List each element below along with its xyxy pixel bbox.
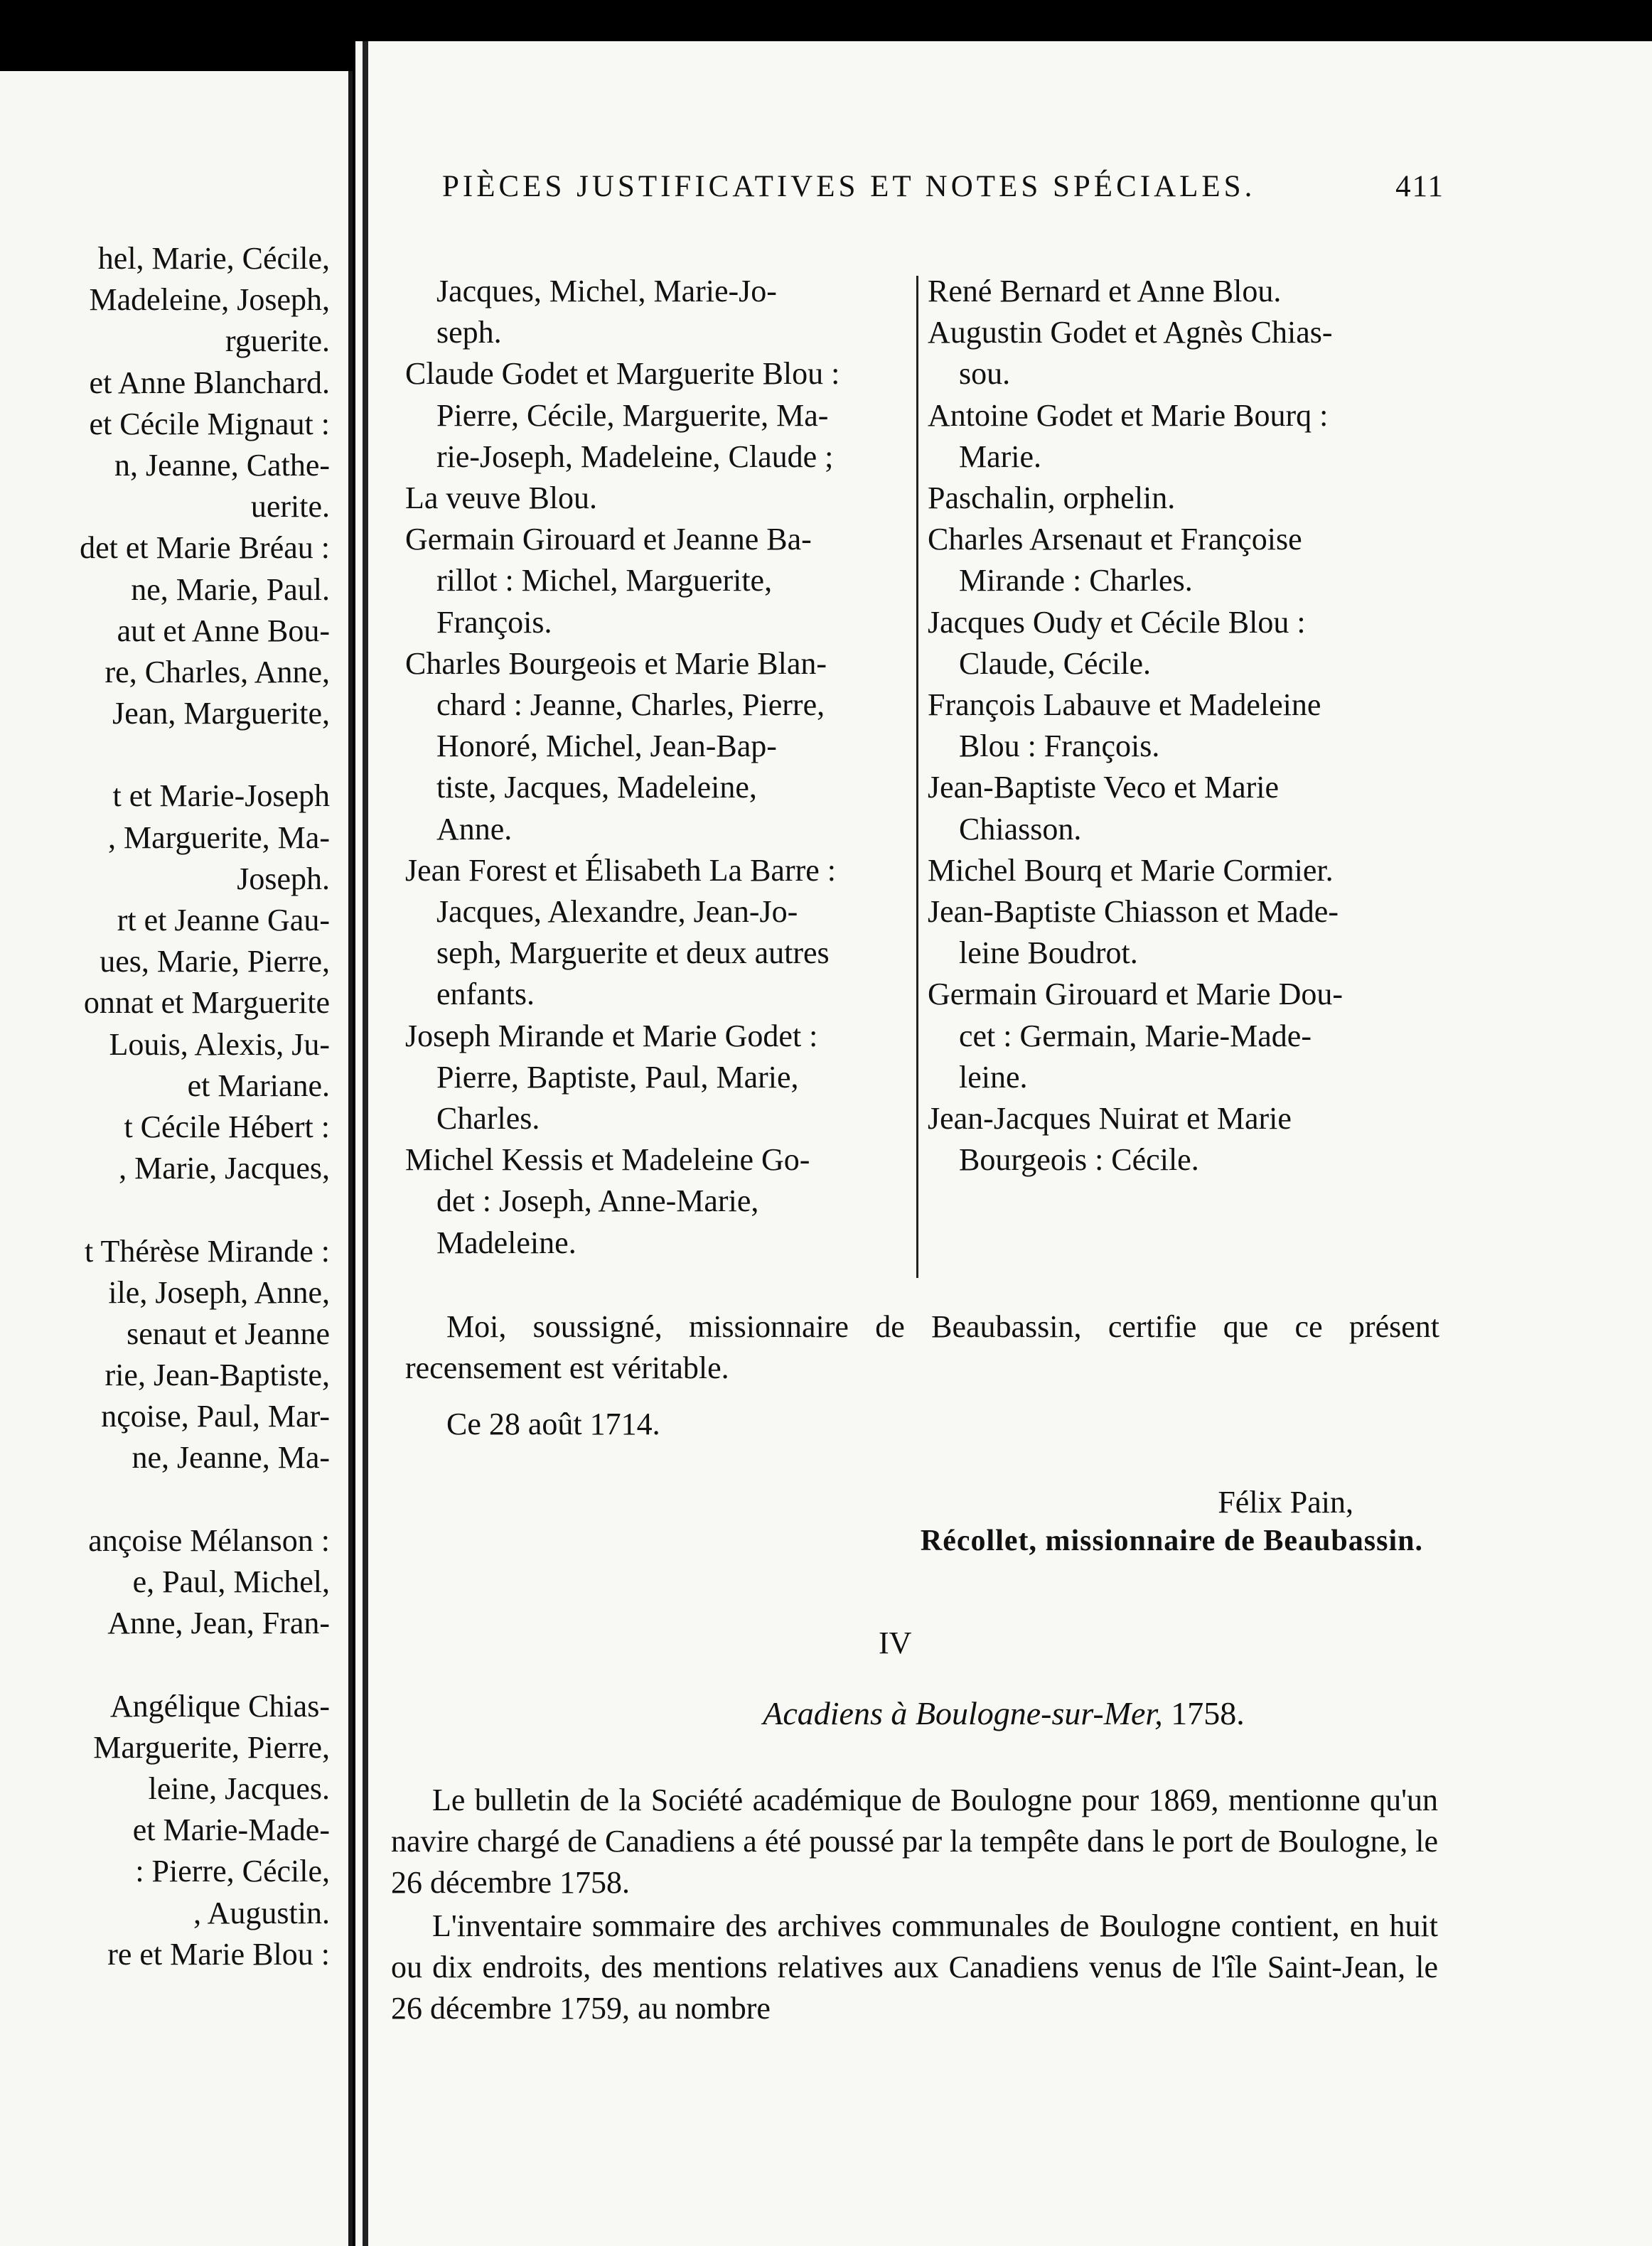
left-page-line: rt et Jeanne Gau- xyxy=(117,903,330,937)
left-page-line: uerite. xyxy=(250,489,330,525)
census-line: det : Joseph, Anne-Marie, xyxy=(436,1183,759,1219)
census-line: Germain Girouard et Jeanne Ba- xyxy=(405,522,812,557)
census-line: François Labauve et Madeleine xyxy=(928,687,1321,723)
page-gutter xyxy=(363,41,368,2246)
left-page-line: et Marie-Made- xyxy=(132,1812,330,1848)
left-page-line: , Marguerite, Ma- xyxy=(108,820,330,855)
census-line: rie-Joseph, Madeleine, Claude ; xyxy=(436,439,834,474)
column-divider xyxy=(916,276,918,1278)
census-line: Pierre, Baptiste, Paul, Marie, xyxy=(436,1059,799,1095)
census-line: tiste, Jacques, Madeleine, xyxy=(436,770,757,805)
left-page-line: et Mariane. xyxy=(187,1068,330,1103)
left-page xyxy=(0,71,353,2246)
census-line: sou. xyxy=(959,356,1011,392)
census-line: Madeleine. xyxy=(436,1225,576,1260)
left-page-line: t Thérèse Mirande : xyxy=(85,1233,330,1269)
left-page-line: Anne, Jean, Fran- xyxy=(107,1606,330,1641)
right-page xyxy=(355,41,1652,2246)
census-line: François. xyxy=(436,604,552,640)
census-line: Claude, Cécile. xyxy=(959,645,1152,681)
census-column-right xyxy=(928,271,1439,1181)
census-line: Jean-Baptiste Chiasson et Made- xyxy=(928,894,1339,930)
census-line: Michel Bourq et Marie Cormier. xyxy=(928,852,1334,888)
census-line: La veuve Blou. xyxy=(405,480,598,516)
census-line: Charles Arsenaut et Françoise xyxy=(928,522,1302,557)
left-page-line: rguerite. xyxy=(225,323,330,359)
body-text xyxy=(391,1780,1438,2029)
left-page-line: ues, Marie, Pierre, xyxy=(100,944,330,979)
body-paragraph: Le bulletin de la Société académique de Boulogne pour 1869, mentionne qu'un navire chargé de Canadiens a été poussé par la tempête dans le port de Boulogne, le 26 décembre 1758. xyxy=(391,1783,1438,1901)
left-page-line: senaut et Jeanne xyxy=(127,1316,330,1351)
left-page-line: Angélique Chias- xyxy=(109,1688,330,1724)
certification-text: Moi, soussigné, missionnaire de Beaubassin, certifie que ce présent recensement est véritable. xyxy=(405,1309,1439,1386)
census-line: Michel Kessis et Madeleine Go- xyxy=(405,1142,810,1178)
left-page-line: hel, Marie, Cécile, xyxy=(97,241,330,276)
left-page-line: et Cécile Mignaut : xyxy=(89,406,330,441)
left-page-line: Jean, Marguerite, xyxy=(112,696,330,731)
census-line: Antoine Godet et Marie Bourq : xyxy=(928,397,1329,433)
left-page-line: e, Paul, Michel, xyxy=(132,1564,330,1599)
left-page-line: aut et Anne Bou- xyxy=(117,613,330,648)
census-line: rillot : Michel, Marguerite, xyxy=(436,563,773,598)
census-line: cet : Germain, Marie-Made- xyxy=(959,1018,1312,1053)
left-page-line: nçoise, Paul, Mar- xyxy=(101,1399,330,1434)
left-page-line: Madeleine, Joseph, xyxy=(89,282,330,318)
census-line: Charles Bourgeois et Marie Blan- xyxy=(405,645,827,681)
census-line: Bourgeois : Cécile. xyxy=(959,1142,1199,1178)
left-page-line: Marguerite, Pierre, xyxy=(93,1729,330,1765)
left-page-line: : Pierre, Cécile, xyxy=(135,1854,330,1889)
census-line: Jacques, Michel, Marie-Jo- xyxy=(436,274,777,308)
left-page-line: ne, Marie, Paul. xyxy=(131,571,330,607)
left-page-line: Joseph. xyxy=(237,861,330,896)
left-page-line: ile, Joseph, Anne, xyxy=(108,1274,330,1310)
left-page-line: leine, Jacques. xyxy=(148,1771,330,1806)
left-page-line: re et Marie Blou : xyxy=(107,1936,330,1972)
signature-name: Félix Pain, xyxy=(1218,1485,1353,1520)
census-line: René Bernard et Anne Blou. xyxy=(928,274,1282,308)
census-line: Anne. xyxy=(436,811,513,847)
left-page-line: , Augustin. xyxy=(193,1895,330,1930)
page-number: 411 xyxy=(1395,170,1444,203)
left-page-line: rie, Jean-Baptiste, xyxy=(104,1358,330,1393)
left-page-line: re, Charles, Anne, xyxy=(104,654,330,689)
census-line: Jacques Oudy et Cécile Blou : xyxy=(928,604,1306,640)
census-line: Jacques, Alexandre, Jean-Jo- xyxy=(436,894,798,930)
left-page-line xyxy=(0,1479,330,1520)
census-line: Blou : François. xyxy=(959,729,1160,764)
census-line: Joseph Mirande et Marie Godet : xyxy=(405,1018,818,1053)
census-line: Charles. xyxy=(436,1101,540,1137)
left-page-line xyxy=(0,1644,330,1685)
census-line: Paschalin, orphelin. xyxy=(928,480,1176,516)
census-line: Marie. xyxy=(959,439,1042,474)
body-paragraph: L'inventaire sommaire des archives communales de Boulogne contient, en huit ou dix endroits, des mentions relatives aux Canadiens venus de l'île Saint-Jean, le 26 décembre 1759, au nombre xyxy=(391,1908,1438,2026)
census-line: leine. xyxy=(959,1059,1028,1095)
running-header xyxy=(442,169,1444,204)
census-line: Pierre, Cécile, Marguerite, Ma- xyxy=(436,397,829,433)
census-line: leine Boudrot. xyxy=(959,935,1138,971)
left-page-line: det et Marie Bréau : xyxy=(80,530,330,566)
header-title: PIÈCES JUSTIFICATIVES ET NOTES SPÉCIALES. xyxy=(442,170,1256,203)
left-page-line: et Anne Blanchard. xyxy=(89,365,330,400)
left-page-line: ançoise Mélanson : xyxy=(88,1522,330,1558)
left-page-text xyxy=(0,238,330,1975)
certification-date: Ce 28 août 1714. xyxy=(446,1407,660,1441)
census-line: Mirande : Charles. xyxy=(959,563,1193,598)
section-number: IV xyxy=(879,1626,912,1660)
left-page-line: ne, Jeanne, Ma- xyxy=(132,1440,330,1476)
section-title-text: Acadiens à Boulogne-sur-Mer, xyxy=(763,1695,1163,1731)
census-line: Jean-Jacques Nuirat et Marie xyxy=(928,1101,1292,1137)
census-line: enfants. xyxy=(436,977,535,1012)
census-line: Jean Forest et Élisabeth La Barre : xyxy=(405,852,837,888)
certification xyxy=(405,1306,1439,1389)
signature-title: Récollet, missionnaire de Beaubassin. xyxy=(920,1525,1423,1557)
left-page-line: t Cécile Hébert : xyxy=(124,1109,330,1144)
census-line: seph, Marguerite et deux autres xyxy=(436,935,830,971)
section-year: 1758. xyxy=(1171,1695,1245,1731)
census-line: Germain Girouard et Marie Dou- xyxy=(928,977,1343,1012)
left-page-line xyxy=(0,734,330,775)
left-page-line: Louis, Alexis, Ju- xyxy=(109,1026,330,1062)
left-page-line xyxy=(0,1189,330,1230)
census-line: seph. xyxy=(436,315,502,350)
census-line: Jean-Baptiste Veco et Marie xyxy=(928,770,1280,805)
left-page-line: , Marie, Jacques, xyxy=(119,1151,330,1186)
census-line: Chiasson. xyxy=(959,811,1082,847)
census-column-left xyxy=(405,271,910,1264)
census-line: Augustin Godet et Agnès Chias- xyxy=(928,315,1333,350)
census-line: chard : Jeanne, Charles, Pierre, xyxy=(436,687,825,723)
left-page-line: n, Jeanne, Cathe- xyxy=(114,447,330,483)
left-page-line: t et Marie-Joseph xyxy=(112,778,330,814)
census-line: Honoré, Michel, Jean-Bap- xyxy=(436,729,777,764)
census-line: Claude Godet et Marguerite Blou : xyxy=(405,356,840,392)
section-title xyxy=(355,1694,1652,1732)
left-page-line: onnat et Marguerite xyxy=(83,985,330,1021)
